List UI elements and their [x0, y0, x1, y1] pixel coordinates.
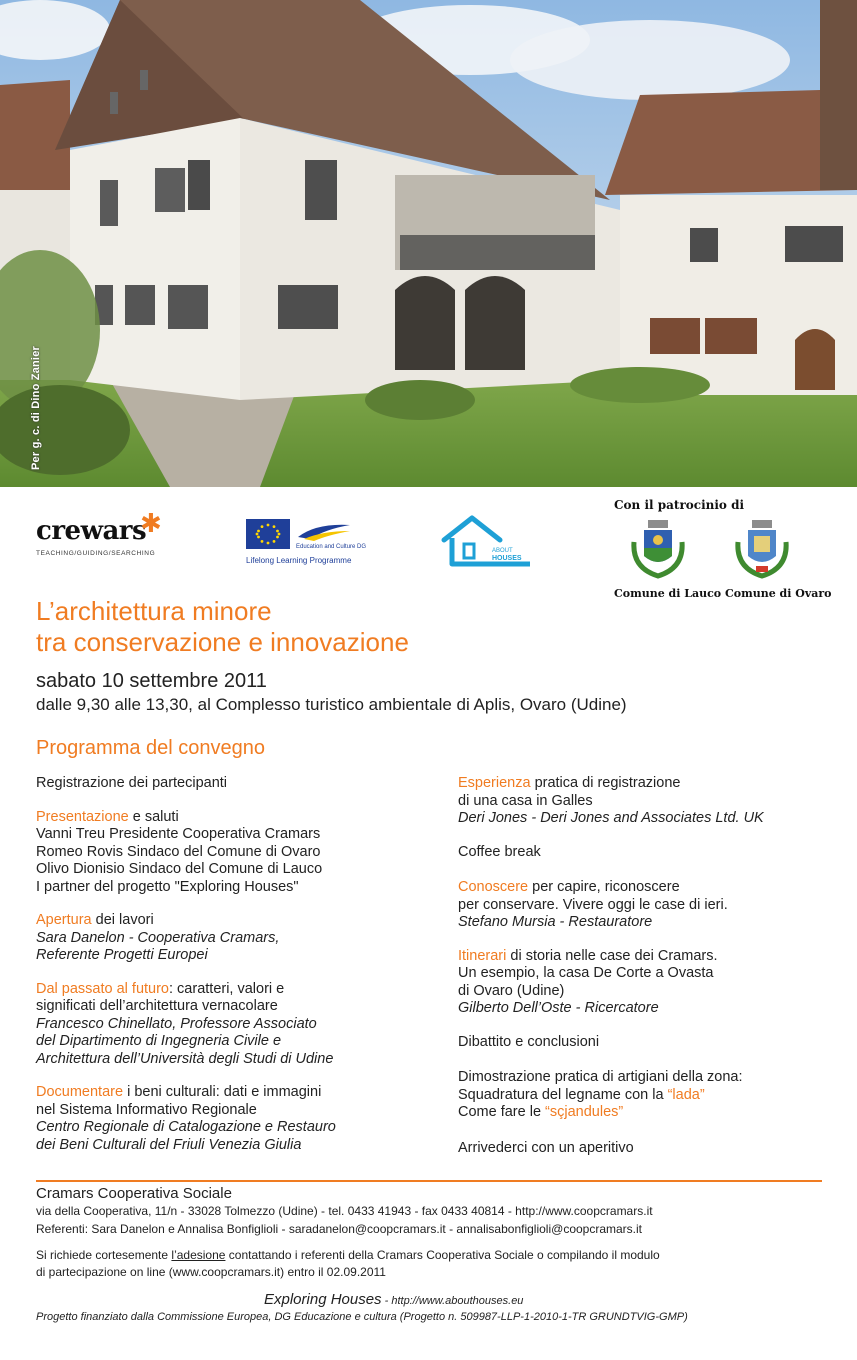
- opening-highlight: Apertura: [36, 912, 92, 928]
- program-left-column: [36, 775, 436, 1154]
- event-title: [36, 596, 409, 658]
- demo-sciandules: “sçjandules”: [545, 1104, 624, 1120]
- past-line-2: significati dell’architettura vernacolare: [36, 998, 278, 1014]
- org-referents: Referenti: Sara Danelon e Annalisa Bonfiglioli - saradanelon@coopcramars.it - annalisabonfiglioli@coopcramars.it: [36, 1222, 643, 1236]
- exploring-title: Exploring Houses: [264, 1291, 382, 1308]
- registration-request-line2: di partecipazione on line (www.coopcramars.it) entro il 02.09.2011: [36, 1265, 386, 1279]
- itin-line-3: di Ovaro (Udine): [458, 982, 565, 999]
- funding-note: Progetto finanziato dalla Commissione Europea, DG Educazione e cultura (Progetto n. 509987-LLP-1-2010-1-TR GRUNDTVIG-GMP): [36, 1311, 688, 1323]
- exploring-houses: [264, 1291, 523, 1309]
- program-right-column: [458, 775, 838, 1157]
- past-speaker-dept: del Dipartimento di Ingegneria Civile e: [36, 1033, 282, 1049]
- exp-rest: pratica di registrazione: [530, 775, 681, 791]
- doc-speaker-2: dei Beni Culturali del Friuli Venezia Giulia: [36, 1136, 302, 1153]
- registration-request: [36, 1248, 660, 1262]
- doc-rest: i beni culturali: dati e immagini: [123, 1084, 322, 1100]
- coffee-text: Coffee break: [458, 843, 541, 860]
- debate-text: Dibattito e conclusioni: [458, 1033, 600, 1050]
- itin-rest: di storia nelle case dei Cramars.: [506, 947, 718, 964]
- itin-speaker: Gilberto Dell’Oste - Ricercatore: [458, 1000, 659, 1016]
- presentation-line: Vanni Treu Presidente Cooperativa Cramars: [36, 826, 321, 842]
- about-houses-line2: HOUSES: [492, 555, 522, 562]
- past-rest: : caratteri, valori e: [169, 980, 285, 997]
- comune-lauco-label: Comune di Lauco: [614, 587, 722, 600]
- opening-speaker-role: Referente Progetti Europei: [36, 947, 208, 963]
- footer-divider: [36, 1180, 822, 1182]
- cramars-tagline: TEACHING/GUIDING/SEARCHING: [36, 550, 156, 557]
- registration-text: Registrazione dei partecipanti: [36, 775, 228, 791]
- program-item-knowing: [458, 879, 838, 932]
- request-pre: Si richiede cortesemente: [36, 1248, 172, 1262]
- eu-lifelong-learning-logo: [246, 519, 366, 569]
- program-item-coffee: [458, 844, 838, 862]
- request-post: contattando i referenti della Cramars Cooperativa Sociale o compilando il modulo: [225, 1248, 660, 1262]
- presentation-rest: e saluti: [128, 808, 179, 825]
- program-item-opening: [36, 912, 436, 965]
- eu-flag-icon: [246, 519, 290, 549]
- program-item-demonstration: [458, 1069, 838, 1122]
- comune-ovaro-label: Comune di Ovaro: [725, 587, 832, 600]
- event-hours-location: dalle 9,30 alle 13,30, al Complesso turistico ambientale di Aplis, Ovaro (Udine): [36, 695, 627, 714]
- past-speaker: Francesco Chinellato, Professore Associato: [36, 1015, 317, 1032]
- know-highlight: Conoscere: [458, 879, 529, 895]
- exploring-url[interactable]: - http://www.abouthouses.eu: [381, 1295, 524, 1307]
- eu-programme: Lifelong Learning Programme: [246, 556, 352, 565]
- program-item-farewell: [458, 1140, 838, 1158]
- exp-line-2: di una casa in Galles: [458, 792, 593, 809]
- doc-line-2: nel Sistema Informativo Regionale: [36, 1101, 257, 1118]
- doc-highlight: Documentare: [36, 1084, 124, 1100]
- program-heading: Programma del convegno: [36, 737, 266, 759]
- title-line-2: tra conservazione e innovazione: [36, 627, 409, 657]
- presentation-highlight: Presentazione: [36, 808, 129, 825]
- house-icon: [438, 514, 533, 570]
- lauco-crest-icon: [628, 518, 688, 580]
- patronage-label: Con il patrocinio di: [614, 498, 745, 512]
- org-address: via della Cooperativa, 11/n - 33028 Tolmezzo (Udine) - tel. 0433 41943 - fax 0433 40814 - http://www.coopcramars.it: [36, 1204, 653, 1218]
- past-speaker-univ: Architettura dell’Università degli Studi di Udine: [36, 1050, 334, 1067]
- itin-line-2: Un esempio, la casa De Corte a Ovasta: [458, 965, 714, 981]
- program-item-presentation: [36, 809, 436, 897]
- farewell-text: Arrivederci con un aperitivo: [458, 1139, 634, 1156]
- program-item-documenting: [36, 1084, 436, 1154]
- adesione-link[interactable]: l’adesione: [171, 1248, 226, 1262]
- swoosh-icon: [296, 521, 352, 543]
- opening-rest: dei lavori: [91, 912, 154, 928]
- asterisk-icon: ✱: [140, 508, 162, 538]
- ovaro-crest-icon: [732, 518, 792, 580]
- eu-caption: Education and Culture DG: [296, 544, 367, 550]
- demo-line-1: Dimostrazione pratica di artigiani della zona:: [458, 1069, 743, 1085]
- presentation-line: Romeo Rovis Sindaco del Comune di Ovaro: [36, 843, 321, 860]
- about-houses-line1: ABOUT: [492, 548, 513, 554]
- past-highlight: Dal passato al futuro: [36, 980, 169, 997]
- photo-credit: Per g. c. di Dino Zanier: [30, 346, 42, 470]
- demo-line-2: Squadratura del legname con la: [458, 1086, 668, 1103]
- know-speaker: Stefano Mursia - Restauratore: [458, 914, 653, 930]
- presentation-line: I partner del progetto "Exploring Houses": [36, 878, 299, 895]
- about-houses-logo: [438, 514, 533, 570]
- doc-speaker: Centro Regionale di Catalogazione e Restauro: [36, 1119, 336, 1135]
- program-item-experience: [458, 775, 838, 828]
- exp-highlight: Esperienza: [458, 775, 531, 791]
- exp-speaker: Deri Jones - Deri Jones and Associates Ltd. UK: [458, 810, 764, 826]
- header-photo: [0, 0, 857, 487]
- demo-line-3: Come fare le: [458, 1104, 546, 1120]
- event-date: sabato 10 settembre 2011: [36, 670, 267, 692]
- cramars-wordmark: crewars: [36, 516, 147, 546]
- building-photo-illustration: [0, 0, 857, 487]
- program-item-debate: [458, 1034, 838, 1052]
- program-item-registration: [36, 775, 436, 793]
- itin-highlight: Itinerari: [458, 947, 507, 964]
- demo-lada: “lada”: [667, 1086, 705, 1103]
- program-item-itineraries: [458, 948, 838, 1018]
- cramars-logo: [36, 508, 166, 562]
- title-line-1: L’architettura minore: [36, 596, 272, 626]
- presentation-line: Olivo Dionisio Sindaco del Comune di Lauco: [36, 861, 323, 877]
- org-name: Cramars Cooperativa Sociale: [36, 1185, 232, 1202]
- know-line-2: per conservare. Vivere oggi le case di ieri.: [458, 896, 728, 913]
- program-item-past-future: [36, 981, 436, 1069]
- know-rest: per capire, riconoscere: [528, 879, 680, 895]
- opening-speaker: Sara Danelon - Cooperativa Cramars,: [36, 929, 280, 946]
